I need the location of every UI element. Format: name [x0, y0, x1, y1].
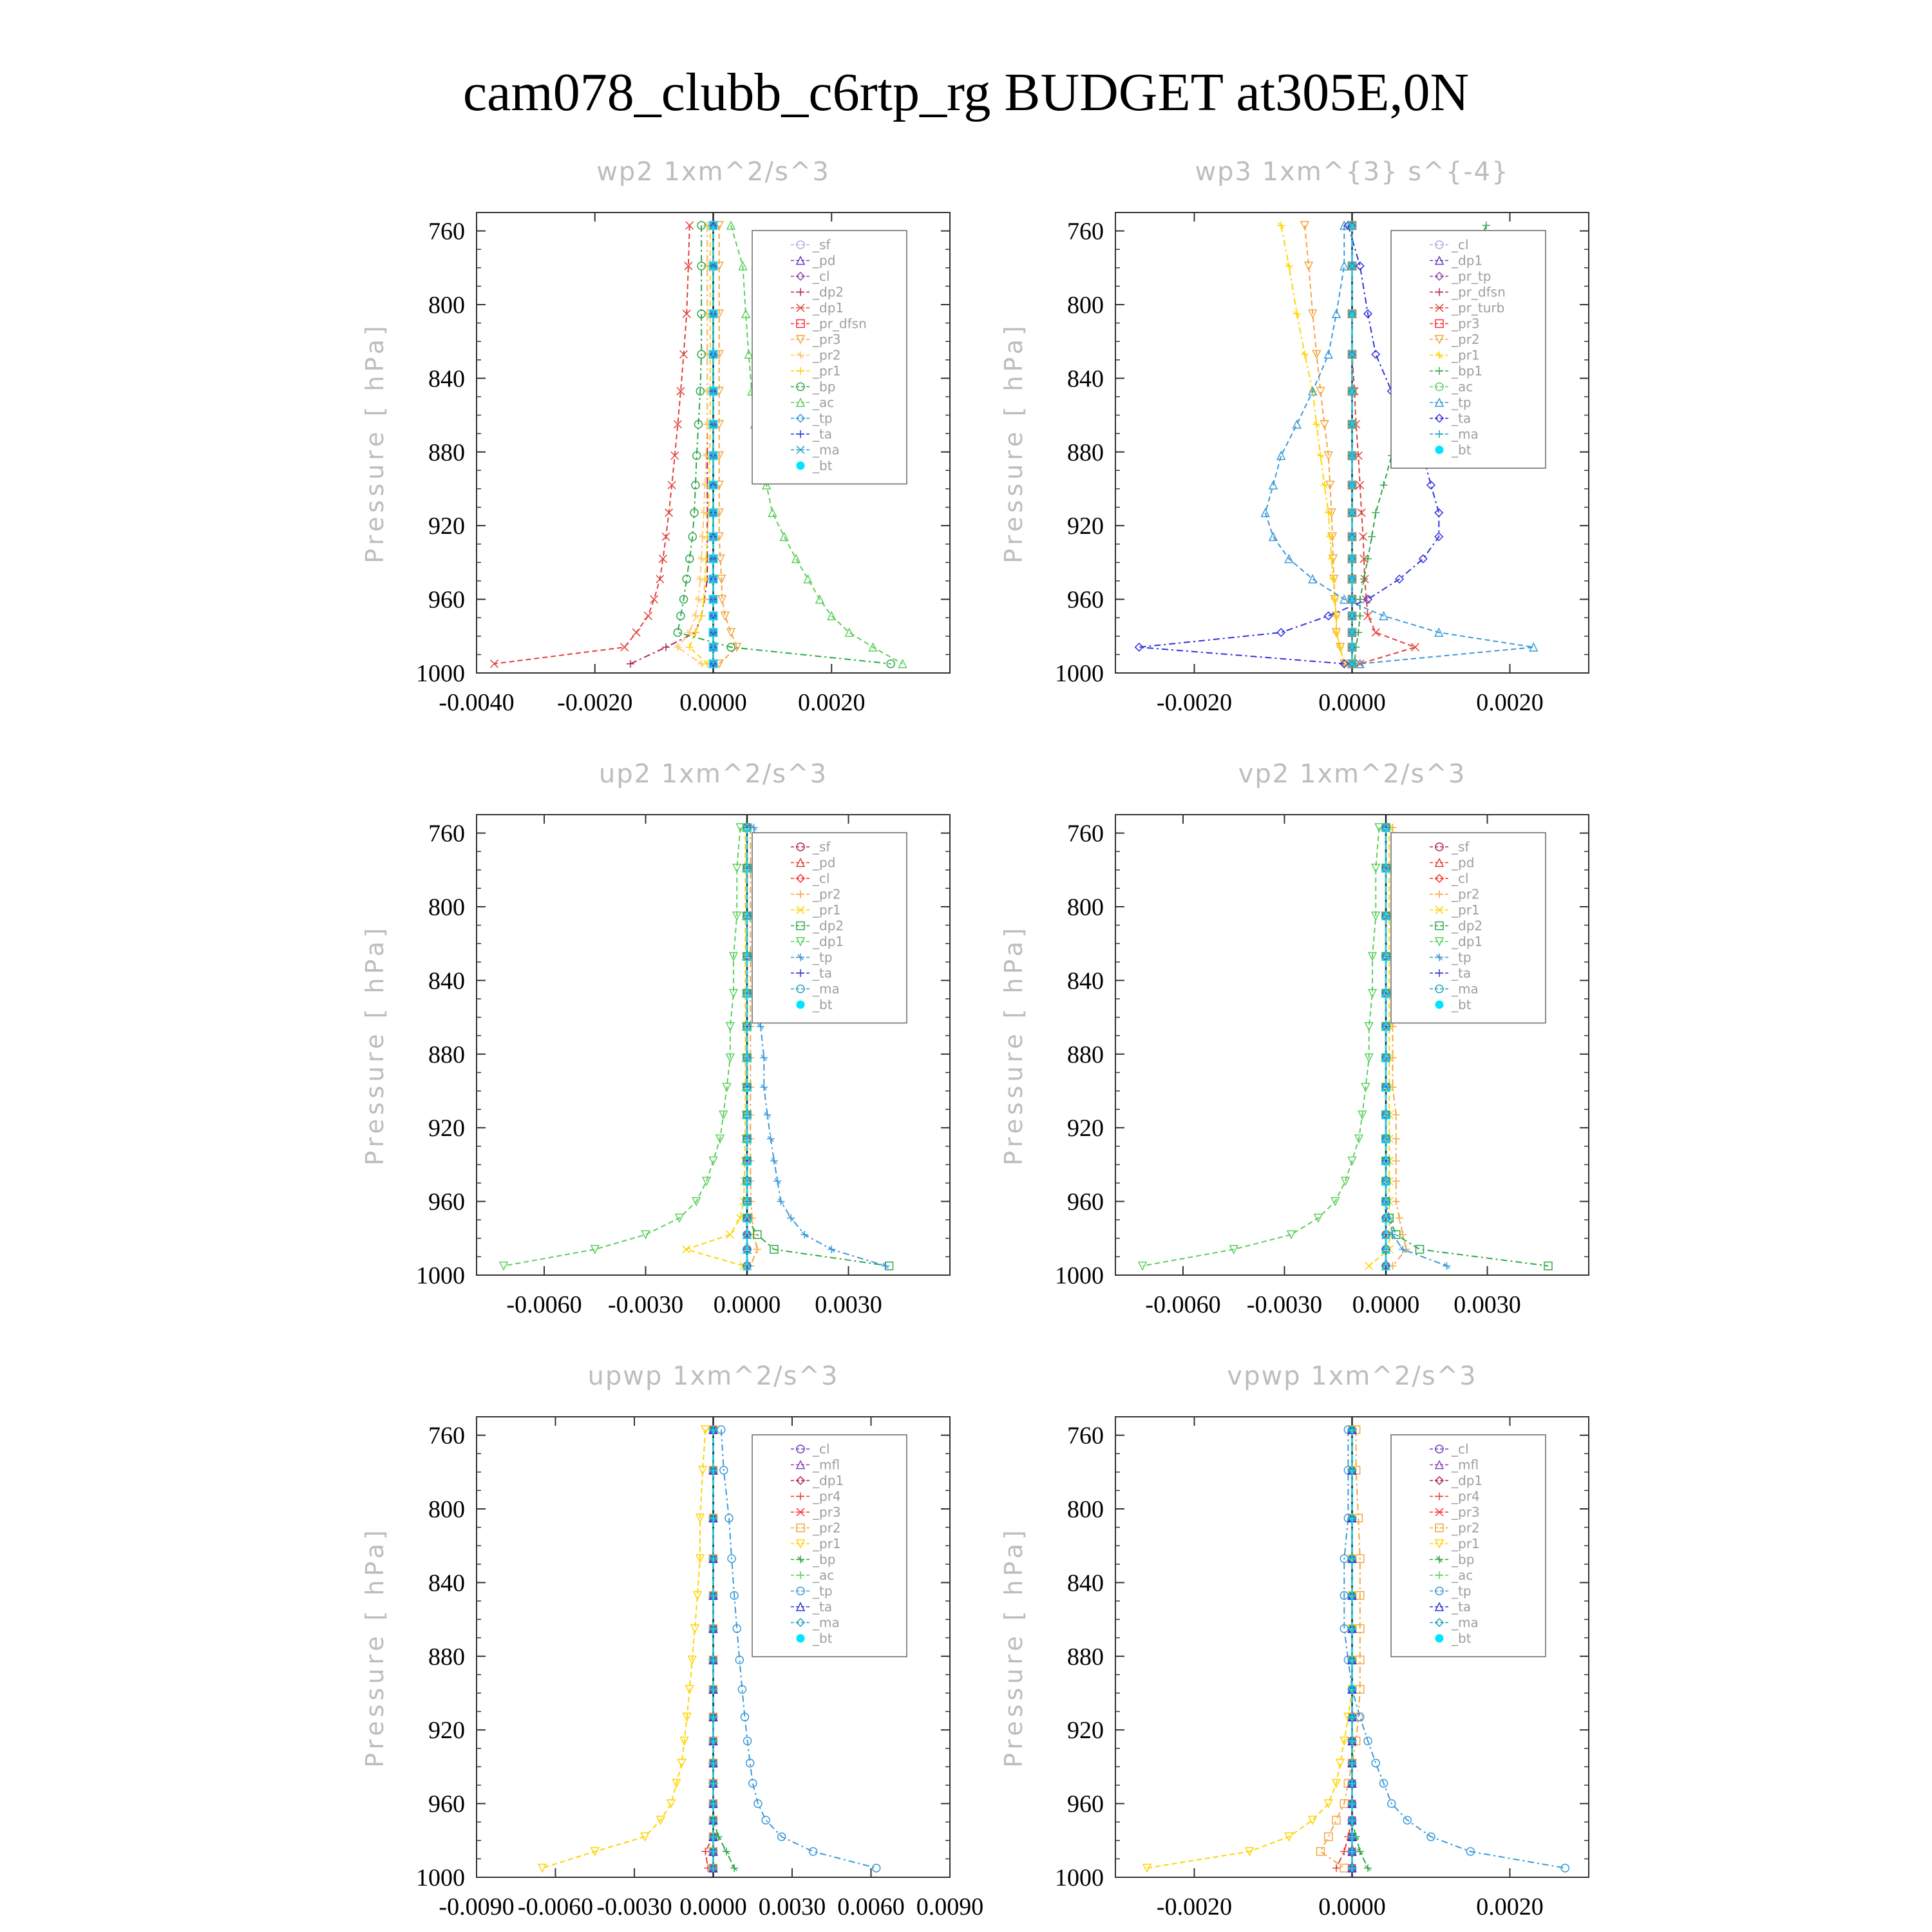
y-tick-label: 760: [1067, 820, 1104, 848]
data-point: [1364, 555, 1372, 563]
series-pr2: [674, 222, 711, 668]
y-tick-label: 960: [428, 1188, 465, 1216]
legend: [752, 833, 907, 1023]
legend-entry: _bp: [813, 1551, 836, 1567]
y-tick-label: 800: [428, 1496, 465, 1523]
data-point: [882, 1262, 889, 1270]
legend-entry: _pr2: [1452, 332, 1480, 347]
legend-entry: _pr1: [1452, 902, 1480, 918]
legend-entry: _bp: [813, 379, 836, 395]
legend-entry: _pr1: [813, 902, 841, 918]
legend-entry: _pr3: [1452, 316, 1480, 332]
legend-entry: _cl: [1452, 871, 1469, 886]
legend-entry: _pr2: [1452, 1520, 1480, 1536]
legend-entry: _bp: [1452, 1551, 1475, 1567]
data-point: [1412, 643, 1419, 651]
panel-title: wp3 1xm^{3} s^{-4}: [1195, 157, 1510, 187]
series-pr3: [715, 222, 741, 668]
series-pr1: [1277, 222, 1348, 668]
data-point: [703, 1177, 710, 1185]
data-point: [1329, 575, 1337, 583]
series-pr1: [1143, 1426, 1356, 1872]
data-point: [1435, 509, 1443, 516]
y-tick-label: 960: [1067, 586, 1104, 614]
data-point: [777, 1198, 785, 1206]
legend-entry: _pr2: [813, 886, 841, 902]
legend-entry: _ta: [813, 965, 833, 981]
data-point: [1340, 1864, 1348, 1872]
data-point: [792, 555, 800, 563]
legend-entry: _ta: [813, 426, 833, 442]
legend-entry: _pr_dfsn: [813, 316, 867, 332]
legend-marker: [797, 1001, 804, 1009]
x-tick-label: 0.0060: [837, 1893, 905, 1920]
y-tick-label: 1000: [416, 660, 465, 687]
legend-entry: _cl: [1452, 1441, 1469, 1457]
legend-entry: _pr4: [1452, 1488, 1480, 1504]
y-axis-label: Pressure [ hPa]: [361, 322, 389, 564]
y-axis-label: Pressure [ hPa]: [999, 924, 1028, 1166]
series-pr1: [683, 824, 750, 1270]
legend-entry: _ta: [1452, 965, 1472, 981]
data-point: [1427, 481, 1435, 489]
y-tick-label: 840: [428, 365, 465, 393]
data-point: [810, 1848, 817, 1855]
x-tick-label: 0.0030: [758, 1893, 826, 1920]
data-point: [1287, 1231, 1295, 1238]
data-point: [1332, 1864, 1340, 1872]
legend-entry: _pr4: [813, 1488, 841, 1504]
data-point: [1336, 643, 1344, 651]
data-point: [644, 612, 652, 620]
series-line: [542, 1430, 705, 1868]
data-point: [1443, 1262, 1451, 1270]
data-point: [667, 1800, 675, 1808]
legend-entry: _ma: [1452, 981, 1479, 997]
data-point: [1392, 1177, 1400, 1185]
x-tick-label: -0.0060: [517, 1893, 594, 1920]
y-axis-label: Pressure [ hPa]: [361, 924, 389, 1166]
data-point: [1380, 481, 1388, 489]
y-tick-label: 880: [428, 439, 465, 466]
y-tick-label: 920: [1067, 1115, 1104, 1142]
series-dp1: [500, 824, 744, 1270]
legend-entry: _bt: [813, 1631, 833, 1646]
panel-title: vp2 1xm^2/s^3: [1238, 759, 1466, 789]
legend-entry: _pr2: [1452, 886, 1480, 902]
data-point: [727, 629, 735, 636]
data-point: [760, 1083, 768, 1091]
y-tick-label: 960: [1067, 1790, 1104, 1818]
legend-entry: _bt: [1452, 997, 1472, 1012]
series-line: [719, 225, 737, 664]
x-tick-label: 0.0000: [1352, 1291, 1420, 1318]
y-tick-label: 800: [428, 292, 465, 319]
legend-entry: _sf: [1452, 839, 1470, 855]
data-point: [873, 1864, 880, 1872]
x-tick-label: 0.0000: [679, 1893, 747, 1920]
x-tick-label: -0.0030: [607, 1291, 684, 1318]
data-point: [767, 1135, 775, 1142]
legend-entry: _pr1: [1452, 347, 1480, 363]
x-tick-label: 0.0000: [1318, 1893, 1386, 1920]
series-pr1: [538, 1426, 709, 1872]
chart-panel-2: [999, 157, 1589, 716]
legend-entry: _bp1: [1452, 363, 1483, 379]
legend-entry: _tp: [1452, 1583, 1472, 1599]
data-point: [723, 1848, 730, 1855]
legend-entry: _pr3: [813, 1504, 841, 1520]
data-point: [1328, 555, 1336, 563]
x-tick-label: 0.0000: [679, 689, 747, 716]
legend-entry: _tp: [813, 1583, 833, 1599]
data-point: [1365, 1262, 1373, 1270]
y-axis-label: Pressure [ hPa]: [361, 1526, 389, 1768]
legend-entry: _ma: [1452, 1615, 1479, 1631]
series-line: [630, 225, 707, 664]
x-tick-label: 0.0020: [798, 689, 866, 716]
y-tick-label: 1000: [1055, 660, 1104, 687]
x-tick-label: 0.0000: [1318, 689, 1386, 716]
y-tick-label: 920: [428, 1115, 465, 1142]
y-tick-label: 800: [1067, 1496, 1104, 1523]
data-point: [1277, 452, 1285, 460]
legend-entry: _pd: [1452, 855, 1475, 871]
y-tick-label: 880: [428, 1643, 465, 1671]
data-point: [1317, 1848, 1325, 1855]
y-axis-label: Pressure [ hPa]: [999, 322, 1028, 564]
y-tick-label: 880: [428, 1041, 465, 1068]
x-tick-label: -0.0040: [439, 689, 515, 716]
y-tick-label: 840: [1067, 365, 1104, 393]
legend-entry: _mfl: [1452, 1457, 1479, 1473]
data-point: [730, 1864, 738, 1872]
series-dp1: [491, 222, 694, 668]
legend-entry: _dp2: [813, 284, 844, 300]
y-tick-label: 760: [1067, 1422, 1104, 1450]
legend-entry: _sf: [813, 237, 831, 252]
data-point: [770, 1157, 778, 1165]
data-point: [1360, 575, 1368, 583]
x-tick-label: 0.0000: [713, 1291, 781, 1318]
y-tick-label: 800: [1067, 894, 1104, 921]
data-point: [701, 1848, 709, 1855]
panel-title: vpwp 1xm^2/s^3: [1227, 1361, 1477, 1391]
legend: [1391, 231, 1546, 468]
legend-entry: _pr1: [813, 363, 841, 379]
series-line: [1142, 828, 1379, 1266]
data-point: [1331, 596, 1339, 603]
legend-entry: _cl: [1452, 237, 1469, 252]
legend-marker: [797, 1634, 804, 1642]
x-tick-label: 0.0090: [916, 1893, 984, 1920]
legend: [1391, 1435, 1546, 1657]
x-tick-label: 0.0020: [1476, 689, 1544, 716]
data-point: [773, 1177, 781, 1185]
data-point: [1312, 421, 1320, 428]
y-tick-label: 920: [428, 1717, 465, 1745]
data-point: [1317, 452, 1325, 460]
chart-panel-3: [361, 759, 950, 1318]
data-point: [1285, 262, 1293, 270]
legend-entry: _dp1: [813, 1473, 844, 1488]
data-point: [642, 1231, 650, 1238]
data-point: [726, 1231, 734, 1238]
legend-entry: _ma: [813, 442, 840, 458]
chart-panel-6: [999, 1361, 1589, 1920]
series-line: [495, 225, 690, 664]
data-point: [1372, 629, 1379, 636]
y-tick-label: 760: [428, 1422, 465, 1450]
x-tick-label: -0.0020: [1156, 689, 1233, 716]
x-tick-label: -0.0060: [1145, 1291, 1221, 1318]
series-line: [677, 225, 707, 664]
x-tick-label: -0.0090: [439, 1893, 515, 1920]
data-point: [757, 1023, 764, 1030]
data-point: [1293, 421, 1301, 428]
data-point: [800, 1231, 808, 1238]
y-tick-label: 920: [1067, 1717, 1104, 1745]
data-point: [1277, 222, 1285, 229]
legend-entry: _pd: [813, 855, 836, 871]
legend: [1391, 833, 1546, 1023]
data-point: [538, 1864, 546, 1872]
x-tick-label: 0.0030: [815, 1291, 882, 1318]
data-point: [1332, 629, 1340, 636]
y-tick-label: 880: [1067, 1041, 1104, 1068]
legend-entry: _ac: [1452, 379, 1473, 395]
data-point: [1396, 1214, 1403, 1222]
series-line: [504, 828, 741, 1266]
legend-entry: _dp1: [813, 300, 844, 316]
y-tick-label: 840: [1067, 1569, 1104, 1597]
legend-entry: _ac: [813, 1567, 835, 1583]
data-point: [760, 1054, 768, 1062]
legend-entry: _bt: [813, 458, 833, 473]
legend-entry: _pr1: [813, 1536, 841, 1551]
data-point: [1325, 612, 1332, 620]
legend-entry: _ma: [813, 981, 840, 997]
legend-marker: [1435, 1634, 1443, 1642]
y-tick-label: 1000: [1055, 1262, 1104, 1289]
legend-entry: _pr3: [813, 332, 841, 347]
legend-entry: _ac: [1452, 1567, 1473, 1583]
data-point: [692, 629, 699, 636]
legend-entry: _pr2: [813, 347, 841, 363]
y-tick-label: 960: [428, 586, 465, 614]
data-point: [627, 660, 634, 668]
y-tick-label: 760: [428, 820, 465, 848]
data-point: [1392, 1157, 1400, 1165]
data-point: [1301, 350, 1309, 358]
legend-entry: _tp: [1452, 949, 1472, 965]
data-point: [678, 1759, 686, 1767]
y-tick-label: 920: [1067, 513, 1104, 540]
y-tick-label: 960: [428, 1790, 465, 1818]
series-pr2: [1317, 1426, 1364, 1872]
legend-marker: [1435, 446, 1443, 454]
y-tick-label: 1000: [416, 1864, 465, 1891]
legend-entry: _pr1: [1452, 1536, 1480, 1551]
data-point: [1372, 1759, 1379, 1767]
legend: [752, 1435, 907, 1657]
chart-panel-1: [361, 157, 950, 716]
y-tick-label: 800: [1067, 292, 1104, 319]
data-point: [762, 1816, 770, 1824]
data-point: [749, 1779, 757, 1787]
data-point: [1392, 1198, 1400, 1206]
data-point: [804, 575, 812, 583]
y-tick-label: 800: [428, 894, 465, 921]
y-tick-label: 760: [1067, 218, 1104, 245]
page-title: cam078_clubb_c6rtp_rg BUDGET at305E,0N: [462, 62, 1470, 122]
legend-entry: _ta: [1452, 1599, 1472, 1615]
series-line: [687, 828, 746, 1266]
legend-entry: _dp2: [1452, 918, 1483, 934]
data-point: [1372, 509, 1379, 516]
legend-entry: _ta: [813, 1599, 833, 1615]
data-point: [683, 1245, 690, 1253]
x-tick-label: -0.0020: [557, 689, 633, 716]
y-tick-label: 880: [1067, 439, 1104, 466]
legend-entry: _pr3: [1452, 1504, 1480, 1520]
panel-title: up2 1xm^2/s^3: [598, 759, 828, 789]
chart-panel-5: [361, 1361, 983, 1920]
legend-entry: _ma: [1452, 426, 1479, 442]
data-point: [753, 1245, 761, 1253]
y-tick-label: 880: [1067, 1643, 1104, 1671]
data-point: [674, 643, 681, 651]
legend-entry: _bt: [813, 997, 833, 1012]
y-axis-label: Pressure [ hPa]: [999, 1526, 1028, 1768]
data-point: [828, 1245, 835, 1253]
data-point: [697, 612, 705, 620]
y-tick-label: 840: [1067, 967, 1104, 995]
series-line: [1147, 1430, 1352, 1868]
y-tick-label: 1000: [416, 1262, 465, 1289]
data-point: [1293, 310, 1301, 317]
y-tick-label: 760: [428, 218, 465, 245]
legend-entry: _bt: [1452, 442, 1472, 458]
y-tick-label: 1000: [1055, 1864, 1104, 1891]
x-tick-label: 0.0030: [1454, 1291, 1521, 1318]
legend-entry: _ac: [813, 395, 835, 410]
data-point: [1392, 1111, 1400, 1119]
legend-entry: _pr2: [813, 1520, 841, 1536]
series-dp1: [1139, 824, 1383, 1270]
data-point: [787, 1214, 795, 1222]
y-tick-label: 840: [428, 967, 465, 995]
data-point: [1332, 1816, 1340, 1824]
data-point: [887, 660, 895, 668]
legend-entry: _dp1: [813, 934, 844, 949]
data-point: [662, 643, 670, 651]
legend-entry: _mfl: [813, 1457, 840, 1473]
data-point: [1482, 222, 1490, 229]
data-point: [1392, 1135, 1400, 1142]
legend-entry: _cl: [813, 1441, 830, 1457]
y-tick-label: 920: [428, 513, 465, 540]
legend-entry: _dp1: [1452, 934, 1483, 949]
data-point: [781, 533, 788, 540]
data-point: [1325, 1833, 1332, 1841]
x-tick-label: -0.0030: [596, 1893, 672, 1920]
legend-entry: _dp2: [813, 918, 844, 934]
legend-entry: _cl: [813, 269, 830, 284]
panel-title: upwp 1xm^2/s^3: [587, 1361, 839, 1391]
series-line: [690, 225, 710, 664]
y-tick-label: 840: [428, 1569, 465, 1597]
legend-entry: _cl: [813, 871, 830, 886]
data-point: [650, 596, 658, 603]
y-tick-label: 960: [1067, 1188, 1104, 1216]
data-point: [764, 1111, 772, 1119]
data-point: [1340, 1848, 1348, 1855]
legend-entry: _pr_tp: [1452, 269, 1492, 284]
legend-entry: _tp: [813, 410, 833, 426]
data-point: [1356, 1848, 1364, 1855]
data-point: [1341, 1177, 1349, 1185]
legend-entry: _dp1: [1452, 252, 1483, 269]
legend-entry: _pr_turb: [1452, 300, 1505, 316]
legend-marker: [797, 462, 804, 469]
legend: [752, 231, 907, 484]
legend-entry: _sf: [813, 839, 831, 855]
data-point: [632, 629, 640, 636]
legend-marker: [1435, 1001, 1443, 1009]
x-tick-label: -0.0030: [1246, 1291, 1323, 1318]
legend-entry: _pr_dfsn: [1452, 284, 1506, 300]
legend-entry: _tp: [813, 949, 833, 965]
data-point: [662, 533, 670, 540]
chart-panel-4: [999, 759, 1589, 1318]
legend-entry: _pd: [813, 252, 836, 269]
legend-entry: _dp1: [1452, 1473, 1483, 1488]
legend-entry: _ta: [1452, 410, 1472, 426]
x-tick-label: -0.0020: [1156, 1893, 1233, 1920]
legend-entry: _tp: [1452, 395, 1472, 410]
data-point: [1356, 612, 1364, 620]
data-point: [1368, 533, 1376, 540]
x-tick-label: 0.0020: [1476, 1893, 1544, 1920]
data-point: [1364, 596, 1372, 603]
legend-entry: _bt: [1452, 1631, 1472, 1646]
panel-title: wp2 1xm^2/s^3: [596, 157, 830, 187]
data-point: [1364, 1864, 1372, 1872]
series-line: [1305, 225, 1344, 664]
legend-entry: _ma: [813, 1615, 840, 1631]
x-tick-label: -0.0060: [506, 1291, 582, 1318]
